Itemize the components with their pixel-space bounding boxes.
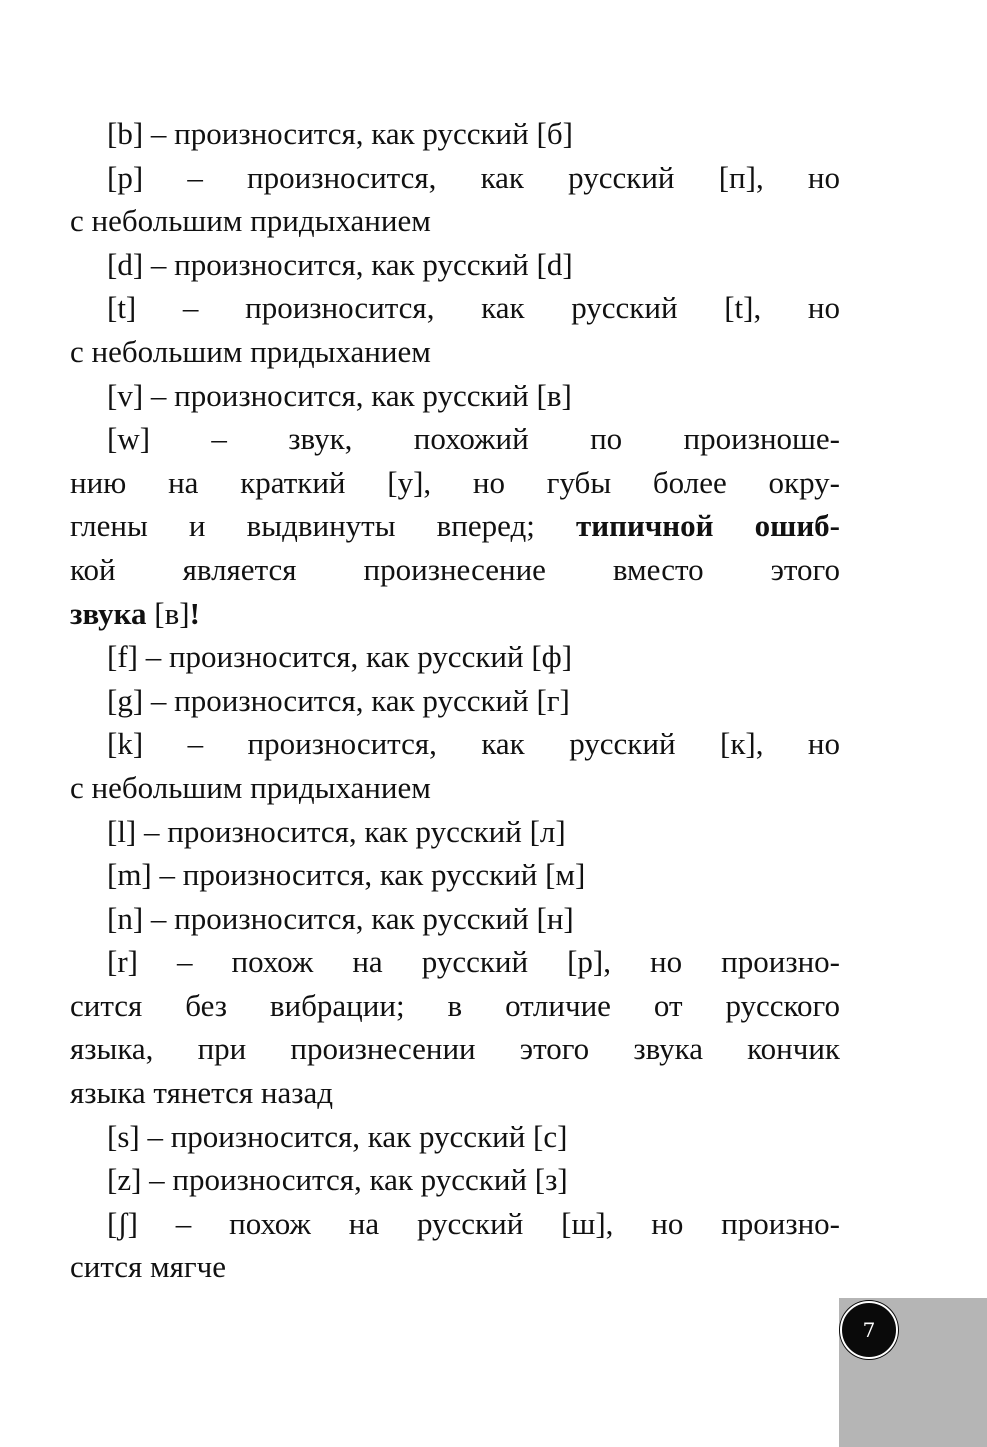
text-line-l: [l] – произносится, как русский [л] [107,813,566,849]
text-line-r-cont-2: языка, при произнесении этого звука кончик [70,1031,840,1067]
page-body [70,112,840,1289]
text-line-sh-cont: сится мягче [70,1249,226,1285]
text-line-p-cont: с небольшим придыханием [70,203,431,239]
text-line-n: [n] – произносится, как русский [н] [107,900,574,936]
text-line-r: [r] – похож на русский [р], но произно- [107,944,840,980]
text-line-b: [b] – произносится, как русский [б] [107,116,573,151]
text-line-d: [d] – произносится, как русский [d] [107,246,573,282]
text-bold-exclamation: ! [189,595,200,631]
text-line-g: [g] – произносится, как русский [г] [107,682,570,718]
text-line-t: [t] – произносится, как русский [t], но [107,290,840,326]
text-bold: типичной ошиб- [576,508,841,544]
text-line-w-cont-2 [70,504,840,548]
text-plain: [в] [146,595,190,631]
text-line-w-cont-3: кой является произнесение вместо этого [70,551,840,587]
text-line-w: [w] – звук, похожий по произноше- [107,421,840,457]
page-number-badge: 7 [840,1301,898,1359]
text-line-k: [k] – произносится, как русский [к], но [107,726,840,762]
text-line-p: [p] – произносится, как русский [п], но [107,159,840,195]
text-line-m: [m] – произносится, как русский [м] [107,857,586,893]
text-line-r-cont-1: сится без вибрации; в отличие от русского [70,987,840,1023]
text-line-w-cont-1: нию на краткий [у], но губы более окру- [70,464,840,500]
text-line-s: [s] – произносится, как русский [с] [107,1118,568,1154]
text-line-r-cont-3: языка тянется назад [70,1075,334,1111]
text-line-f: [f] – произносится, как русский [ф] [107,639,573,675]
text-line-w-cont-4 [70,592,840,636]
text-line-v: [v] – произносится, как русский [в] [107,377,572,413]
text-line-k-cont: с небольшим придыханием [70,769,431,805]
text-line-sh: [ʃ] – похож на русский [ш], но произно- [107,1205,840,1241]
text-plain: глены и выдвинуты вперед; [70,508,577,544]
page-corner-tab [839,1298,987,1447]
text-bold: звука [70,595,147,631]
text-line-z: [z] – произносится, как русский [з] [107,1162,568,1198]
text-line-t-cont: с небольшим придыханием [70,333,431,369]
